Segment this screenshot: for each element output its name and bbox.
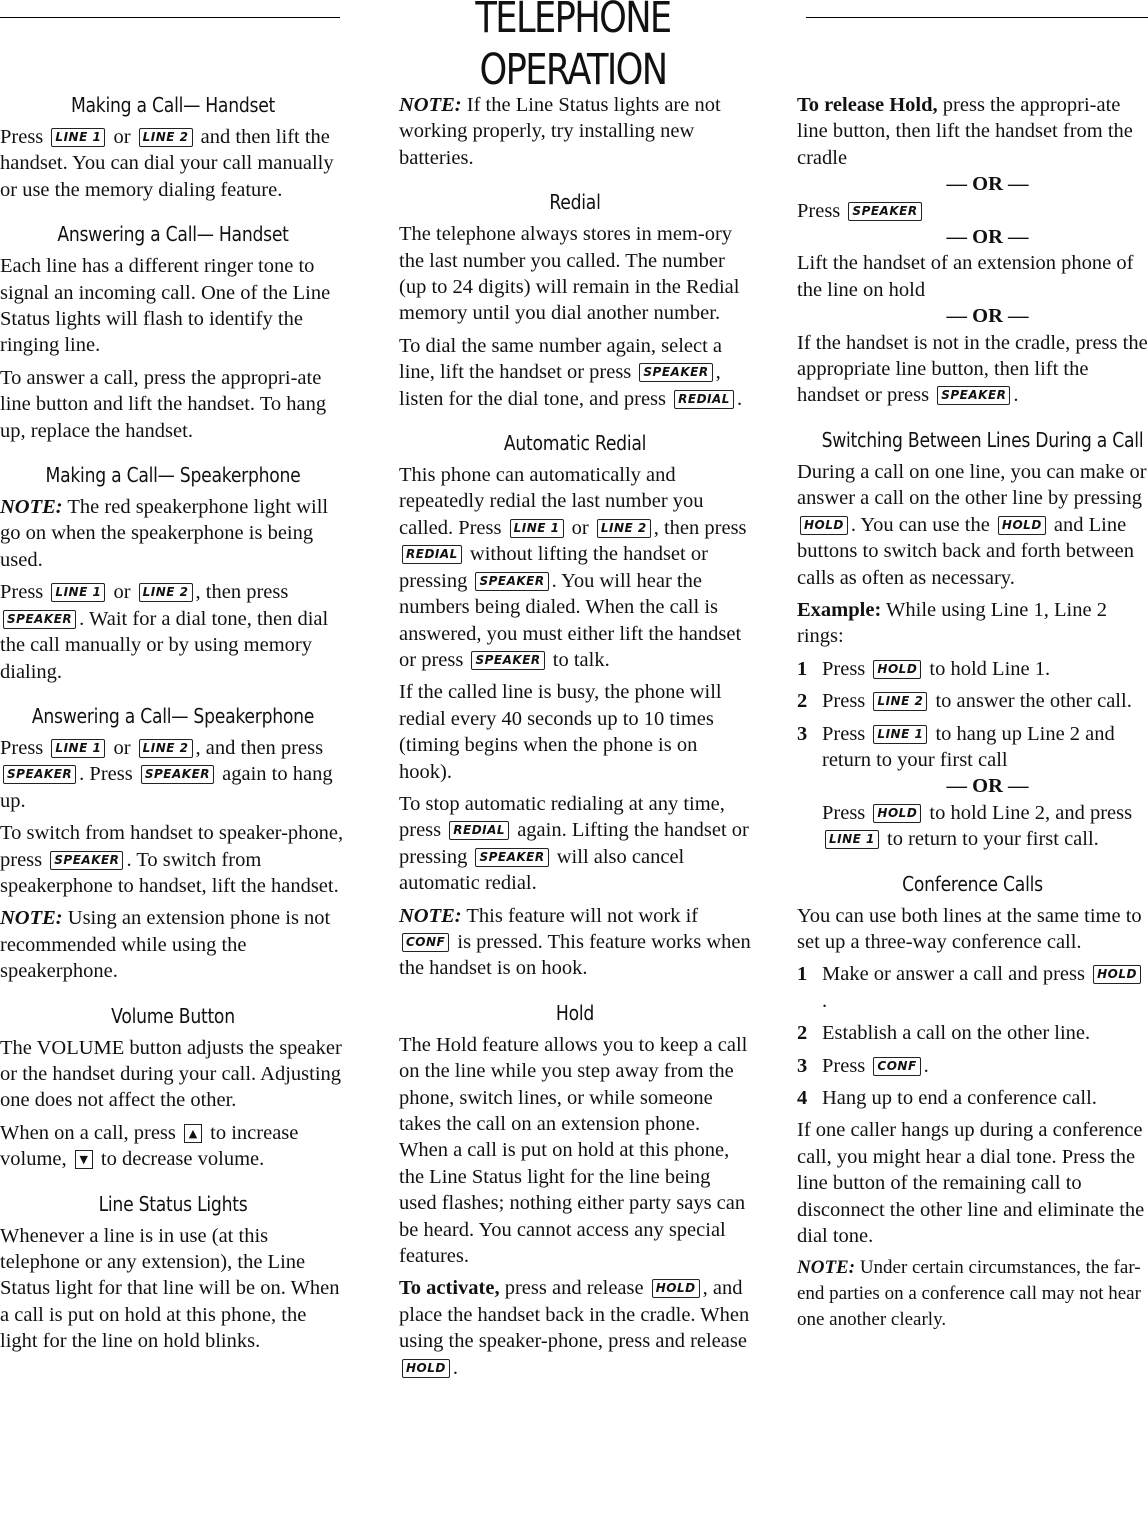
column-1 <box>0 92 346 1361</box>
hold-key: HOLD <box>998 516 1046 535</box>
line2-key: LINE 2 <box>139 128 193 147</box>
column-2 <box>399 92 751 1387</box>
speaker-key: SPEAKER <box>937 386 1010 405</box>
release-hold-p3: Lift the handset of an extension phone of the line on hold <box>797 252 1134 301</box>
list-item: 4 Hang up to end a conference call. <box>797 1087 1097 1109</box>
release-hold-p1: To release Hold, press the appropri-ate line button, then lift the handset from the cradle <box>797 94 1133 169</box>
volume-down-icon: ▼ <box>75 1150 93 1169</box>
answering-speaker-p2: To switch from handset to speaker-phone, press SPEAKER . To switch from speakerphone to handset, lift the handset. <box>0 822 344 897</box>
line1-key: LINE 1 <box>51 739 105 758</box>
redial-p2: To dial the same number again, select a line, lift the handset or press SPEAKER , listen for the dial tone, and press REDIAL . <box>399 334 743 410</box>
volume-p2: When on a call, press ▲ to increase volume, ▼ to decrease volume. <box>0 1121 299 1171</box>
volume-p1: The VOLUME button adjusts the speaker or the handset during your call. Adjusting one does not affect the other. <box>0 1036 342 1112</box>
conference-steps <box>797 961 1148 1111</box>
heading-answering-call-speakerphone: Answering a Call— Speakerphone <box>31 703 315 728</box>
redial-key: REDIAL <box>402 545 462 564</box>
making-speaker-text: Press LINE 1 or LINE 2 , then press SPEAKER . Wait for a dial tone, then dial the call manually or by using memory dialing. <box>0 581 329 683</box>
list-item: 1 Press HOLD to hold Line 1. <box>797 657 1051 680</box>
heading-automatic-redial: Automatic Redial <box>503 431 647 456</box>
or-separator: — OR — <box>946 173 1029 196</box>
answering-handset-p1: Each line has a different ringer tone to signal an incoming call. One of the Line Status lights will flash to identify the ringing line. <box>0 255 331 357</box>
heading-answering-call-handset: Answering a Call— Handset <box>57 222 289 247</box>
line1-key: LINE 1 <box>825 830 879 849</box>
redial-key: REDIAL <box>449 821 509 840</box>
list-item: 3 Press LINE 1 to hang up Line 2 and return to your first call <box>797 722 1115 771</box>
answering-handset-p2: To answer a call, press the appropri-ate line button and lift the handset. To hang up, replace the handset. <box>0 366 327 442</box>
auto-redial-p1: This phone can automatically and repeatedly redial the last number you called. Press LINE 1 or LINE 2 , then press REDIAL without lifting the handset or pressing SPEAKER . You will hear the numbers being dialed. When the call is answered, you must either lift the handset or press SPEAKER to talk. <box>399 464 747 671</box>
auto-redial-p2: If the called line is busy, the phone will redial every 40 seconds up to 10 times (timing begins when the phone is on hook). <box>399 681 722 783</box>
volume-up-icon: ▲ <box>184 1124 202 1143</box>
line1-key: LINE 1 <box>873 725 927 744</box>
list-item: 1 Make or answer a call and press HOLD. <box>797 961 1148 1014</box>
conference-p2: If one caller hangs up during a conference call, you might hear a dial tone. Press the line button of the remaining call to disconnect the other line and eliminate the dial tone. <box>797 1119 1145 1248</box>
heading-volume-button: Volume Button <box>111 1003 235 1028</box>
speaker-key: SPEAKER <box>475 848 548 867</box>
heading-making-call-handset: Making a Call— Handset <box>70 93 276 117</box>
conference-note: NOTE: Under certain circumstances, the far-end parties on a conference call may not hear one another clearly. <box>797 1257 1141 1331</box>
heading-line-status-lights: Line Status Lights <box>98 1191 248 1216</box>
line1-key: LINE 1 <box>510 519 564 538</box>
or-separator: — OR — <box>946 226 1029 249</box>
conf-key: CONF <box>402 933 449 952</box>
heading-hold: Hold <box>555 1000 595 1025</box>
page-title: TELEPHONE OPERATION <box>475 0 671 95</box>
switching-steps <box>797 656 1148 774</box>
conference-p1: You can use both lines at the same time to set up a three-way conference call. <box>797 904 1142 953</box>
redial-key: REDIAL <box>674 390 734 409</box>
hold-key: HOLD <box>652 1279 700 1298</box>
line1-key: LINE 1 <box>51 583 105 602</box>
hold-p2: To activate, press and release HOLD , and place the handset back in the cradle. When using the speaker-phone, press and release HOLD . <box>399 1277 750 1379</box>
hold-p1: The Hold feature allows you to keep a call on the line while you step away from the phone, switch lines, or while someone takes the call on an extension phone. When a call is put on hold at this phone, the Line Status light for the line being used flashes; nothing either party says can be heard. You cannot access any special features. <box>399 1033 748 1268</box>
line1-key: LINE 1 <box>51 128 105 147</box>
speaker-key: SPEAKER <box>475 572 548 591</box>
hold-key: HOLD <box>873 660 921 679</box>
switching-example: Example: While using Line 1, Line 2 rings: <box>797 598 1107 648</box>
auto-redial-note: NOTE: This feature will not work if CONF is pressed. This feature works when the handset is on hook. <box>399 904 751 980</box>
redial-p1: The telephone always stores in mem-ory the last number you called. The number (up to 24 digits) will remain in the Redial memory until you dial another number. <box>399 223 740 325</box>
list-item: 2 Press LINE 2 to answer the other call. <box>797 690 1132 713</box>
column-3 <box>797 92 1148 1339</box>
hold-key: HOLD <box>873 804 921 823</box>
release-hold-p4: If the handset is not in the cradle, press the appropriate line button, then lift the handset or press SPEAKER . <box>797 331 1148 407</box>
list-item: 2 Establish a call on the other line. <box>797 1022 1091 1045</box>
making-handset-text: Press LINE 1 or LINE 2 and then lift the handset. You can dial your call manually or use the memory dialing feature. <box>0 126 334 201</box>
list-item: 3 Press CONF . <box>797 1054 929 1077</box>
line2-key: LINE 2 <box>873 692 927 711</box>
heading-conference-calls: Conference Calls <box>902 871 1043 896</box>
hold-key: HOLD <box>1093 965 1141 984</box>
line2-key: LINE 2 <box>139 583 193 602</box>
or-separator: — OR — <box>946 305 1029 328</box>
line-status-p1: Whenever a line is in use (at this telephone or any extension), the Line Status light for that line will be on. When a call is put on hold at this phone, the light for the line on hold blinks. <box>0 1224 340 1353</box>
or-separator: — OR — <box>946 775 1029 798</box>
line2-key: LINE 2 <box>597 519 651 538</box>
speaker-key: SPEAKER <box>141 765 214 784</box>
hold-key: HOLD <box>402 1359 450 1378</box>
switching-alt: Press HOLD to hold Line 2, and press LINE 1 to return to your first call. <box>822 801 1133 851</box>
heading-redial: Redial <box>549 190 601 215</box>
speaker-key: SPEAKER <box>3 765 76 784</box>
answering-speaker-note: NOTE: Using an extension phone is not recommended while using the speakerphone. <box>0 907 331 983</box>
title-rule-left <box>0 17 340 18</box>
release-hold-p2: Press SPEAKER <box>797 198 1148 224</box>
line2-key: LINE 2 <box>139 739 193 758</box>
making-speaker-note: NOTE: The red speakerphone light will go on when the speakerphone is being used. <box>0 496 329 571</box>
speaker-key: SPEAKER <box>639 363 712 382</box>
speaker-key: SPEAKER <box>848 202 921 221</box>
heading-making-call-speakerphone: Making a Call— Speakerphone <box>45 463 301 488</box>
batteries-note: NOTE: If the Line Status lights are not working properly, try installing new batteries. <box>399 94 721 169</box>
switching-p1: During a call on one line, you can make or answer a call on the other line by pressing HOLD . You can use the HOLD and Line buttons to switch back and forth between calls as often as necessary. <box>797 460 1147 589</box>
title-bar <box>0 0 1148 95</box>
speaker-key: SPEAKER <box>50 851 123 870</box>
hold-key: HOLD <box>800 516 848 535</box>
answering-speaker-p1: Press LINE 1 or LINE 2 , and then press SPEAKER . Press SPEAKER again to hang up. <box>0 736 333 812</box>
auto-redial-p3: To stop automatic redialing at any time, press REDIAL again. Lifting the handset or pressing SPEAKER will also cancel automatic redial. <box>399 792 749 895</box>
conf-key: CONF <box>873 1057 920 1076</box>
heading-switching-lines: Switching Between Lines During a Call <box>821 427 1144 452</box>
speaker-key: SPEAKER <box>471 651 544 670</box>
title-rule-right <box>806 17 1148 18</box>
speaker-key: SPEAKER <box>3 610 76 629</box>
